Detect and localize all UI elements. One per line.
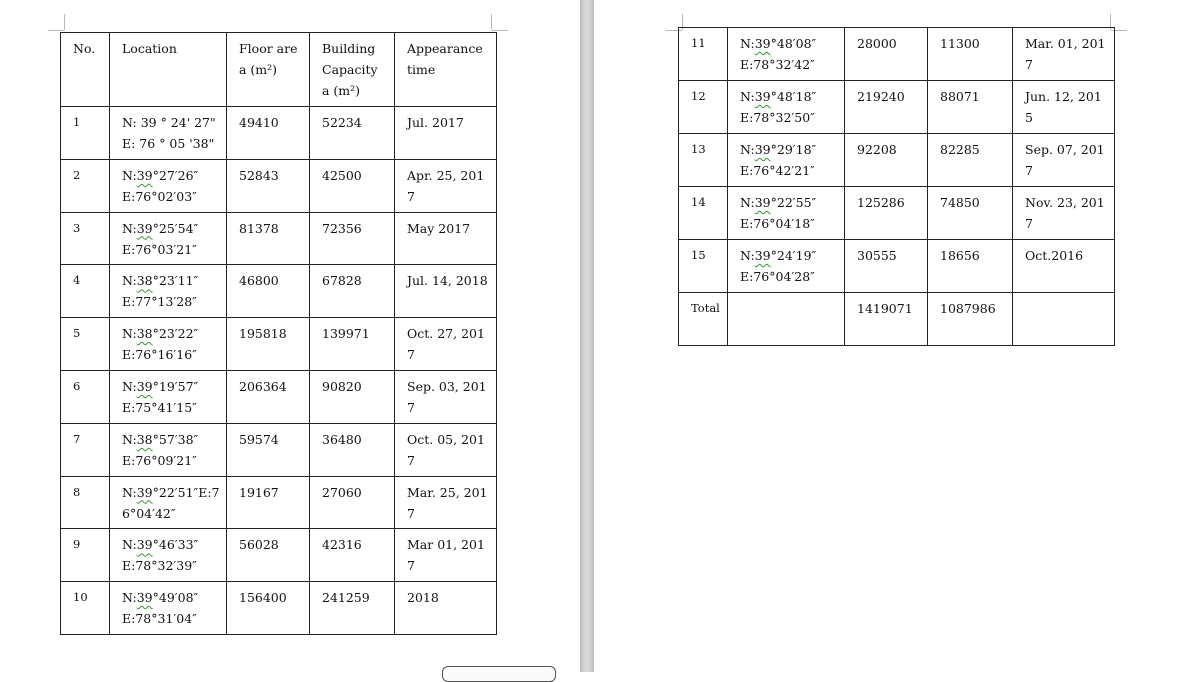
location-text: N:: [122, 378, 137, 394]
appearance-time-cell: Oct. 27, 2017: [395, 318, 497, 371]
location-cell: [728, 240, 845, 293]
spellcheck-flagged-text: 39: [136, 167, 153, 183]
page-navigation-button[interactable]: [442, 666, 556, 682]
floor-area-cell: 56028: [227, 529, 310, 582]
floor-area-cell: 156400: [227, 582, 310, 635]
table-row: [61, 582, 497, 635]
floor-area-cell: 1419071: [845, 293, 928, 346]
location-text: N:: [122, 167, 137, 183]
location-cell: [728, 134, 845, 187]
building-capacity-cell: 74850: [928, 187, 1013, 240]
spellcheck-flagged-text: 39: [754, 142, 771, 157]
floor-area-cell: 195818: [227, 318, 310, 371]
location-text: °27′26″ E:76°02′03″: [122, 167, 199, 204]
appearance-time-cell: Sep. 07, 2017: [1013, 134, 1115, 187]
no-header: No.: [61, 33, 110, 107]
floor-area-cell: 59574: [227, 423, 310, 476]
row-number-cell: 14: [679, 187, 728, 240]
spellcheck-flagged-text: 38: [136, 431, 153, 447]
appearance-time-cell: [1013, 293, 1115, 346]
floor-area-cell: 28000: [845, 28, 928, 81]
floor-area-cell: 92208: [845, 134, 928, 187]
appearance-time-cell: Oct. 05, 2017: [395, 423, 497, 476]
row-number-cell: 5: [61, 318, 110, 371]
spellcheck-flagged-text: 39: [136, 537, 153, 553]
location-text: N:: [122, 115, 141, 130]
location-cell: [110, 529, 227, 582]
appearance-time-cell: Jun. 12, 2015: [1013, 81, 1115, 134]
spellcheck-flagged-text: 39: [136, 378, 153, 394]
location-cell: [110, 423, 227, 476]
location-text: °29′18″ E:76°42′21″: [740, 142, 817, 178]
table-row: [679, 240, 1115, 293]
spellcheck-flagged-text: 39: [136, 484, 153, 500]
location-cell: [728, 187, 845, 240]
floor-area-cell: 49410: [227, 107, 310, 160]
building-capacity-header: Building Capacity a (m²): [310, 33, 395, 107]
location-cell: [110, 582, 227, 635]
location-text: °24′19″ E:76°04′28″: [740, 248, 817, 284]
location-cell: [110, 107, 227, 160]
floor-area-cell: 125286: [845, 187, 928, 240]
floor-area-cell: 46800: [227, 265, 310, 318]
location-cell: [110, 212, 227, 265]
location-text: N:: [122, 590, 137, 606]
location-text: °19′57″ E:75°41′15″: [122, 378, 199, 415]
row-number-cell: 9: [61, 529, 110, 582]
floor-area-cell: 206364: [227, 370, 310, 423]
location-cell: [728, 81, 845, 134]
spellcheck-flagged-text: 39: [754, 195, 771, 210]
location-text: N:: [740, 195, 755, 210]
appearance-time-cell: Sep. 03, 2017: [395, 370, 497, 423]
location-cell: [110, 265, 227, 318]
spellcheck-flagged-text: 38: [136, 326, 153, 342]
floor-area-cell: 52843: [227, 159, 310, 212]
building-capacity-cell: 11300: [928, 28, 1013, 81]
building-capacity-cell: 88071: [928, 81, 1013, 134]
location-text: °48′08″ E:78°32′42″: [740, 36, 817, 72]
building-capacity-cell: 1087986: [928, 293, 1013, 346]
location-text: N:: [122, 431, 137, 447]
building-capacity-cell: 72356: [310, 212, 395, 265]
building-capacity-cell: 139971: [310, 318, 395, 371]
location-text: °57′38″ E:76°09′21″: [122, 431, 199, 468]
building-capacity-cell: 67828: [310, 265, 395, 318]
location-text: N:: [122, 273, 137, 289]
page-gutter: [580, 0, 594, 672]
location-cell: [110, 370, 227, 423]
table-row: [61, 423, 497, 476]
table-row: [61, 318, 497, 371]
row-number-cell: 8: [61, 476, 110, 529]
location-cell: [110, 476, 227, 529]
appearance-time-cell: 2018: [395, 582, 497, 635]
location-text: °48′18″ E:78°32′50″: [740, 89, 817, 125]
crop-mark: [64, 14, 65, 30]
location-text: N:: [740, 36, 755, 51]
building-capacity-cell: 241259: [310, 582, 395, 635]
crop-mark: [491, 14, 492, 30]
location-text: N:: [122, 484, 137, 500]
appearance-time-cell: Oct.2016: [1013, 240, 1115, 293]
building-capacity-cell: 27060: [310, 476, 395, 529]
row-number-cell: Total: [679, 293, 728, 346]
location-text: °23′22″ E:76°16′16″: [122, 326, 199, 363]
building-capacity-cell: 42500: [310, 159, 395, 212]
appearance-time-cell: May 2017: [395, 212, 497, 265]
appearance-time-cell: Apr. 25, 2017: [395, 159, 497, 212]
spellcheck-flagged-text: 39: [754, 248, 771, 263]
location-text: N:: [740, 142, 755, 157]
table-row: [679, 187, 1115, 240]
table-row: [61, 265, 497, 318]
appearance-time-cell: Jul. 2017: [395, 107, 497, 160]
row-number-cell: 12: [679, 81, 728, 134]
building-capacity-cell: 90820: [310, 370, 395, 423]
table-row: [61, 107, 497, 160]
spellcheck-flagged-text: 38: [136, 273, 153, 289]
location-cell: [728, 28, 845, 81]
location-text: N:: [122, 326, 137, 342]
location-text: °25′54″ E:76°03′21″: [122, 220, 199, 257]
table-row: [679, 134, 1115, 187]
building-capacity-cell: 18656: [928, 240, 1013, 293]
floor-area-cell: 219240: [845, 81, 928, 134]
location-text: °23′11″ E:77°13′28″: [122, 273, 199, 310]
row-number-cell: 4: [61, 265, 110, 318]
spellcheck-flagged-text: 39: [754, 36, 771, 51]
row-number-cell: 11: [679, 28, 728, 81]
row-number-cell: 10: [61, 582, 110, 635]
location-text: N:: [740, 248, 755, 263]
table-row: [679, 28, 1115, 81]
row-number-cell: 15: [679, 240, 728, 293]
floor-area-cell: 30555: [845, 240, 928, 293]
floor-area-cell: 81378: [227, 212, 310, 265]
data-table-left: [60, 32, 497, 635]
table-row: [61, 159, 497, 212]
floor-area-header: Floor area (m²): [227, 33, 310, 107]
row-number-cell: 1: [61, 107, 110, 160]
table-row: [61, 476, 497, 529]
spellcheck-flagged-text: 39: [136, 590, 153, 606]
row-number-cell: 6: [61, 370, 110, 423]
appearance-time-header: Appearance time: [395, 33, 497, 107]
crop-mark: [48, 30, 64, 31]
table-row: [61, 370, 497, 423]
building-capacity-cell: 52234: [310, 107, 395, 160]
data-table-right: [678, 27, 1115, 346]
crop-mark: [492, 30, 508, 31]
appearance-time-cell: Jul. 14, 2018: [395, 265, 497, 318]
location-text: N:: [740, 89, 755, 104]
row-number-cell: 3: [61, 212, 110, 265]
row-number-cell: 7: [61, 423, 110, 476]
table-row: [679, 81, 1115, 134]
location-text: N:: [122, 220, 137, 236]
table-row: [61, 529, 497, 582]
building-capacity-cell: 82285: [928, 134, 1013, 187]
table-row: [61, 212, 497, 265]
building-capacity-cell: 42316: [310, 529, 395, 582]
appearance-time-cell: Mar 01, 2017: [395, 529, 497, 582]
building-capacity-cell: 36480: [310, 423, 395, 476]
location-text: °49′08″ E:78°31′04″: [122, 590, 199, 627]
spellcheck-flagged-text: 39: [136, 220, 153, 236]
appearance-time-cell: Mar. 01, 2017: [1013, 28, 1115, 81]
location-text: °22′55″ E:76°04′18″: [740, 195, 817, 231]
location-header: Location: [110, 33, 227, 107]
location-text: °22′51″E:7 6°04′42″: [122, 484, 220, 521]
location-cell: [110, 159, 227, 212]
table-row: [679, 293, 1115, 346]
row-number-cell: 13: [679, 134, 728, 187]
location-text: 39 ° 24' 27" E: 76 ° 05 '38": [122, 115, 216, 151]
row-number-cell: 2: [61, 159, 110, 212]
appearance-time-cell: Nov. 23, 2017: [1013, 187, 1115, 240]
location-cell: [110, 318, 227, 371]
floor-area-cell: 19167: [227, 476, 310, 529]
location-text: N:: [122, 537, 137, 553]
appearance-time-cell: Mar. 25, 2017: [395, 476, 497, 529]
location-cell: [728, 293, 845, 346]
spellcheck-flagged-text: 39: [754, 89, 771, 104]
table-header-row: [61, 33, 497, 107]
location-text: °46′33″ E:78°32′39″: [122, 537, 199, 574]
